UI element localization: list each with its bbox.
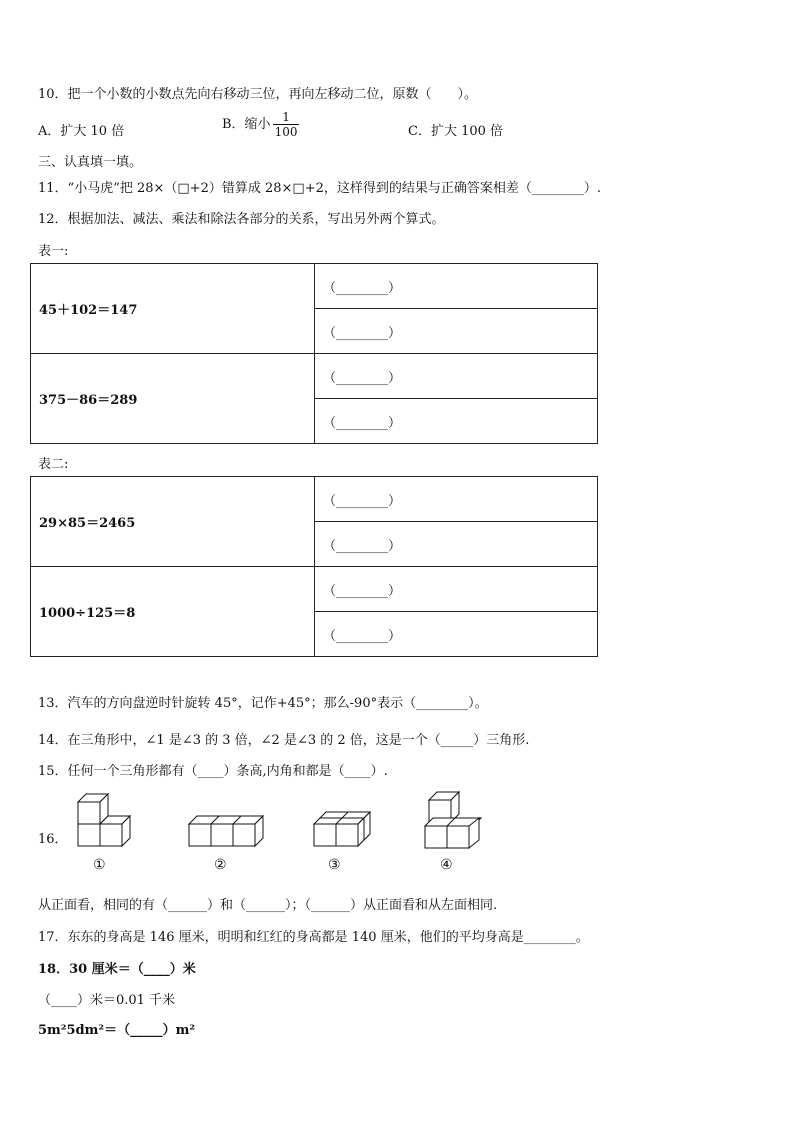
question-16-text: 从正面看，相同的有（______）和（______）；（______）从正面看和从左面相同. [38,898,498,913]
table-2-expression-1: 29×85＝2465 [31,477,315,567]
cube-figure-4 [423,790,489,854]
table-row [31,264,598,309]
answer-blank[interactable]: （________） [315,399,598,444]
answer-blank[interactable]: （________） [315,522,598,567]
table-1 [30,263,598,444]
fraction-denominator: 100 [274,125,298,139]
q10-option-b-label: B．缩小 [222,117,271,132]
section-3-heading: 三、认真填一填。 [38,155,143,170]
question-14: 14．在三角形中，∠1 是∠3 的 3 倍，∠2 是∠3 的 2 倍，这是一个（_____）三角形. [38,733,530,748]
question-10-stem: 10．把一个小数的小数点先向右移动三位，再向左移动二位，原数（ ）。 [38,87,478,102]
q10-option-a: A．扩大 10 倍 [38,124,125,139]
cube-figure-1 [76,790,140,854]
table-1-expression-1: 45＋102＝147 [31,264,315,354]
figure-label-4: ④ [440,857,453,873]
table-row [31,477,598,522]
table-row [31,567,598,612]
cube-figure-2 [187,790,273,854]
table-1-caption: 表一: [38,244,69,259]
answer-blank[interactable]: （________） [315,309,598,354]
q10-option-c: C．扩大 100 倍 [408,124,504,139]
figure-label-2: ② [214,857,227,873]
table-1-expression-2: 375－86＝289 [31,354,315,444]
q10-option-b-fraction [273,110,300,139]
table-2-expression-2: 1000÷125＝8 [31,567,315,657]
answer-blank[interactable]: （________） [315,477,598,522]
answer-blank[interactable]: （________） [315,612,598,657]
figure-label-1: ① [93,857,106,873]
fraction-numerator: 1 [273,110,300,125]
answer-blank[interactable]: （________） [315,264,598,309]
answer-blank[interactable]: （________） [315,354,598,399]
question-18-line-2: （____）米＝0.01 千米 [38,993,176,1008]
table-row [31,354,598,399]
table-2 [30,476,598,657]
question-11: 11．“小马虎”把 28×（□+2）错算成 28×□+2，这样得到的结果与正确答案相差（________）. [38,181,601,196]
q10-option-b [222,110,299,139]
table-2-caption: 表二: [38,457,69,472]
question-17: 17．东东的身高是 146 厘米，明明和红红的身高都是 140 厘米，他们的平均身高是________。 [38,930,589,945]
question-15: 15．任何一个三角形都有（____）条高,内角和都是（____）. [38,764,388,779]
question-13: 13．汽车的方向盘逆时针旋转 45°，记作+45°；那么-90°表示（________）。 [38,696,488,711]
question-18-line-1: 18．30 厘米＝（____）米 [38,962,196,977]
question-16-number: 16． [38,832,68,847]
question-18-line-3: 5m²5dm²＝（_____）m² [38,1023,196,1038]
question-12: 12．根据加法、减法、乘法和除法各部分的关系，写出另外两个算式。 [38,212,445,227]
cube-figure-3 [312,790,378,854]
figure-label-3: ③ [328,857,341,873]
answer-blank[interactable]: （________） [315,567,598,612]
